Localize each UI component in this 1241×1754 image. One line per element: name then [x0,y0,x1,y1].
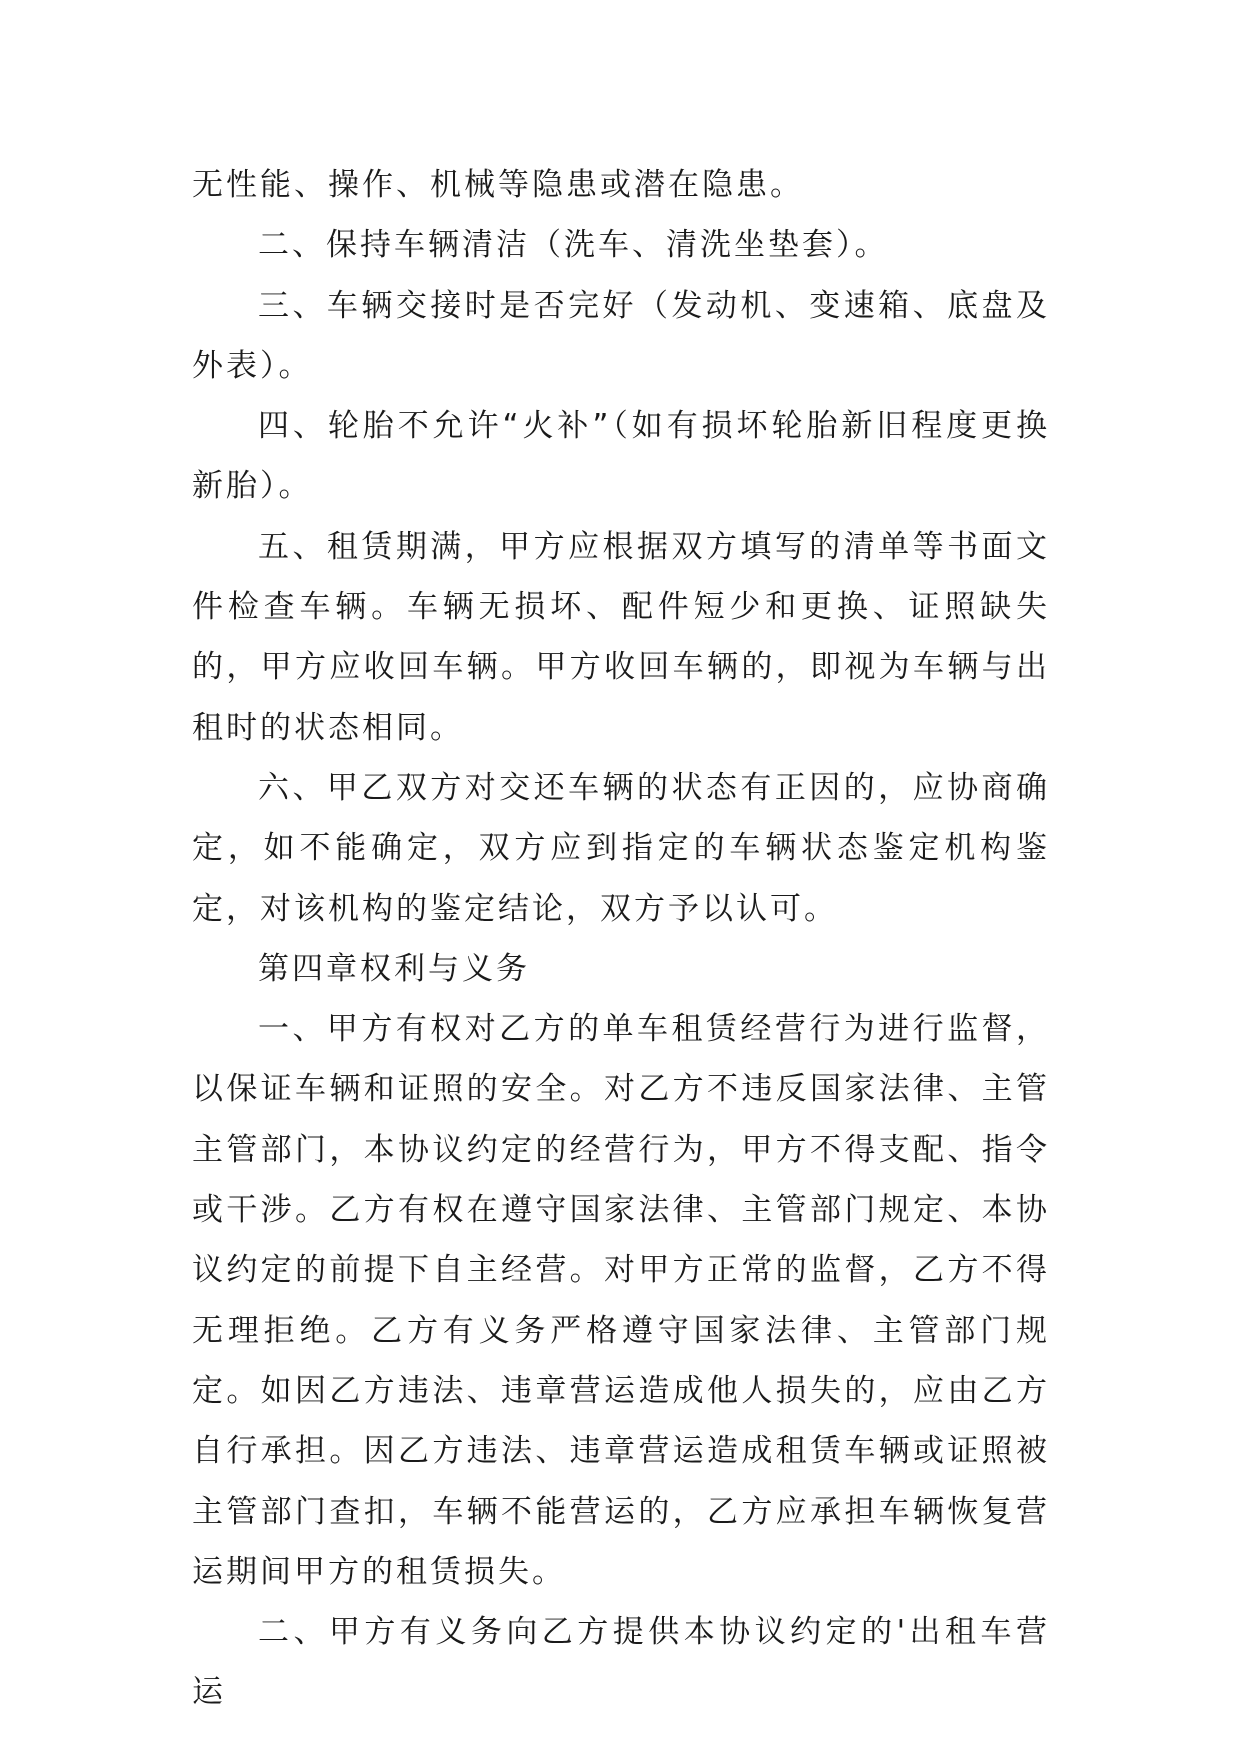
paragraph-continuation: 无性能、操作、机械等隐患或潜在隐患。 [192,167,804,203]
clause-1-rights-obligations: 一、甲方有权对乙方的单车租赁经营行为进行监督，以保证车辆和证照的安全。对乙方不违反国家法律、主管主管部门，本协议约定的经营行为，甲方不得支配、指令或干涉。乙方有权在遵守国家法律、主管部门规定、本协议约定的前提下自主经营。对甲方正常的监督，乙方不得无理拒绝。乙方有义务严格遵守国家法律、主管部门规定。如因乙方违法、违章营运造成他人损失的，应由乙方自行承担。因乙方违法、违章营运造成租赁车辆或证照被主管部门查扣，车辆不能营运的，乙方应承担车辆恢复营运期间甲方的租赁损失。 [192,1011,1050,1590]
clause-2-vehicle-cleaning: 二、保持车辆清洁（洗车、清洗坐垫套）。 [258,227,889,264]
chapter-heading: 第四章权利与义务 [258,950,530,987]
clause-6-dispute: 六、甲乙双方对交还车辆的状态有正因的，应协商确定，如不能确定，双方应到指定的车辆状态鉴定机构鉴定，对该机构的鉴定结论，双方予以认可。 [192,769,1050,927]
document-body [192,155,1050,1723]
clause-3-vehicle-handover: 三、车辆交接时是否完好（发动机、变速箱、底盘及外表）。 [192,287,1050,384]
clause-2-party-a-obligation: 二、甲方有义务向乙方提供本协议约定的'出租车营运 [192,1614,1050,1711]
clause-5-lease-expiry: 五、租赁期满，甲方应根据双方填写的清单等书面文件检查车辆。车辆无损坏、配件短少和更换、证照缺失的，甲方应收回车辆。甲方收回车辆的，即视为车辆与出租时的状态相同。 [192,528,1050,746]
clause-4-tyres: 四、轮胎不允许“火补”（如有损坏轮胎新旧程度更换新胎）。 [192,408,1050,505]
